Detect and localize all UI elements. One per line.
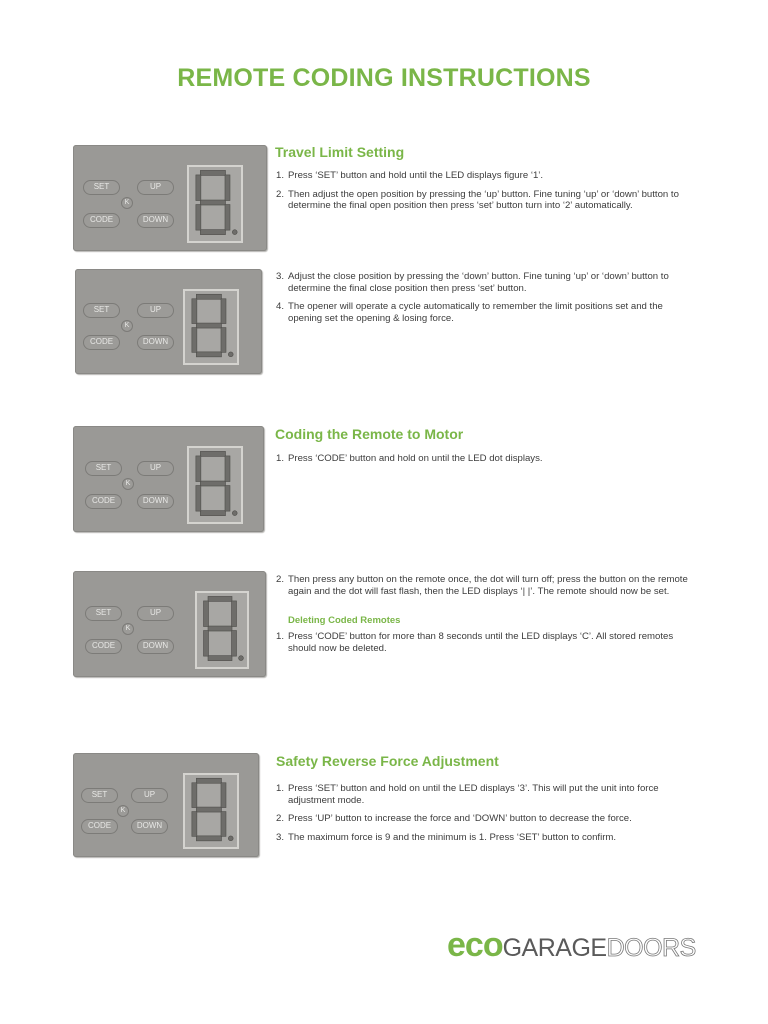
step-number: 1. bbox=[276, 783, 285, 794]
led-display bbox=[195, 591, 249, 669]
step-text: Then adjust the open position by pressing the ‘up’ button. Fine tuning ‘up’ or ‘down’ button to determine the final open position then press ‘set’ button turn into ‘2’ automatically. bbox=[288, 188, 679, 211]
led-segment bbox=[196, 486, 201, 512]
led-segment bbox=[204, 631, 209, 657]
control-panel-photo bbox=[73, 426, 264, 532]
led-segment bbox=[221, 299, 226, 324]
seven-segment-digit bbox=[189, 448, 241, 522]
led-segment bbox=[196, 323, 221, 328]
led-segment bbox=[192, 299, 197, 324]
k-indicator: K bbox=[117, 805, 129, 817]
led-segment bbox=[200, 230, 225, 235]
led-display bbox=[183, 773, 239, 849]
led-display bbox=[187, 165, 243, 243]
led-segment bbox=[200, 481, 225, 486]
led-segment bbox=[225, 175, 230, 201]
set-button: SET bbox=[85, 461, 122, 476]
led-segment bbox=[200, 451, 225, 456]
code-button: CODE bbox=[83, 335, 120, 350]
step-item bbox=[276, 631, 684, 654]
led-segment bbox=[192, 328, 197, 353]
k-indicator: K bbox=[122, 478, 134, 490]
code-button: CODE bbox=[85, 494, 122, 509]
step-number: 2. bbox=[276, 188, 285, 200]
led-segment bbox=[225, 456, 230, 482]
step-item bbox=[276, 574, 691, 597]
step-text: The opener will operate a cycle automatically to remember the limit positions set and the opening set the opening & losing force. bbox=[288, 301, 663, 324]
set-button: SET bbox=[85, 606, 122, 621]
led-dot bbox=[232, 230, 237, 235]
k-indicator: K bbox=[122, 623, 134, 635]
step-item bbox=[276, 189, 684, 212]
step-number: 1. bbox=[276, 453, 285, 464]
led-segment bbox=[221, 783, 226, 808]
up-button: UP bbox=[137, 303, 174, 318]
set-button: SET bbox=[83, 303, 120, 318]
step-text: Press ‘SET’ button and hold on until the LED displays ‘3’. This will put the unit into force adjustment mode. bbox=[288, 783, 659, 806]
step-number: 3. bbox=[276, 831, 285, 843]
step-number: 4. bbox=[276, 301, 285, 312]
led-segment bbox=[208, 656, 232, 661]
led-segment bbox=[225, 205, 230, 231]
step-text: Press ‘UP’ button to increase the force and ‘DOWN’ button to decrease the force. bbox=[288, 813, 632, 824]
led-segment bbox=[225, 486, 230, 512]
step-number: 1. bbox=[276, 631, 285, 642]
led-segment bbox=[200, 170, 225, 175]
down-button: DOWN bbox=[131, 819, 168, 834]
led-segment bbox=[208, 596, 232, 601]
k-indicator: K bbox=[121, 320, 133, 332]
led-segment bbox=[221, 812, 226, 837]
led-segment bbox=[204, 601, 209, 627]
led-segment bbox=[200, 511, 225, 516]
step-item bbox=[276, 170, 684, 182]
led-segment bbox=[221, 328, 226, 353]
led-segment bbox=[208, 626, 232, 631]
seven-segment-digit bbox=[185, 775, 237, 847]
down-button: DOWN bbox=[137, 213, 174, 228]
control-panel-photo bbox=[73, 753, 259, 857]
steps-delete-remotes bbox=[276, 631, 684, 661]
led-display bbox=[183, 289, 239, 365]
led-dot bbox=[239, 656, 244, 661]
steps-safety bbox=[276, 783, 684, 850]
step-item bbox=[276, 783, 684, 806]
step-item bbox=[276, 453, 684, 465]
section-heading-travel: Travel Limit Setting bbox=[275, 144, 405, 160]
section-heading-safety: Safety Reverse Force Adjustment bbox=[276, 753, 499, 769]
step-number: 1. bbox=[276, 170, 285, 181]
led-segment bbox=[196, 294, 221, 299]
subheading-delete-remotes: Deleting Coded Remotes bbox=[288, 615, 401, 626]
control-panel-photo bbox=[75, 269, 262, 374]
down-button: DOWN bbox=[137, 639, 174, 654]
logo-eco: eco bbox=[447, 926, 503, 964]
led-segment bbox=[196, 836, 221, 841]
step-number: 2. bbox=[276, 574, 285, 585]
led-segment bbox=[196, 352, 221, 357]
steps-coding-a bbox=[276, 453, 684, 472]
down-button: DOWN bbox=[137, 335, 174, 350]
set-button: SET bbox=[81, 788, 118, 803]
steps-travel-a bbox=[276, 170, 684, 219]
led-segment bbox=[200, 200, 225, 205]
led-dot bbox=[232, 511, 237, 516]
led-segment bbox=[192, 812, 197, 837]
control-panel-photo bbox=[73, 571, 266, 677]
page-title: REMOTE CODING INSTRUCTIONS bbox=[177, 64, 591, 92]
led-segment bbox=[232, 601, 237, 627]
step-text: The maximum force is 9 and the minimum is 1. Press ‘SET’ button to confirm. bbox=[288, 831, 617, 843]
led-segment bbox=[192, 783, 197, 808]
seven-segment-digit bbox=[189, 167, 241, 241]
step-number: 3. bbox=[276, 271, 285, 282]
section-heading-coding: Coding the Remote to Motor bbox=[275, 426, 464, 442]
logo-garage: GARAGE bbox=[502, 934, 607, 962]
up-button: UP bbox=[137, 180, 174, 195]
led-segment bbox=[196, 456, 201, 482]
ecogaragedoors-logo bbox=[447, 926, 696, 962]
led-segment bbox=[196, 807, 221, 812]
up-button: UP bbox=[131, 788, 168, 803]
control-panel-photo bbox=[73, 145, 267, 251]
code-button: CODE bbox=[83, 213, 120, 228]
steps-coding-b bbox=[276, 574, 691, 604]
step-number: 2. bbox=[276, 813, 285, 824]
step-item bbox=[276, 271, 684, 294]
step-item bbox=[276, 832, 684, 844]
led-dot bbox=[228, 836, 233, 841]
led-segment bbox=[232, 631, 237, 657]
led-display bbox=[187, 446, 243, 524]
steps-travel-b bbox=[276, 271, 684, 331]
logo-doors: DOORS bbox=[606, 934, 696, 962]
code-button: CODE bbox=[81, 819, 118, 834]
led-dot bbox=[228, 352, 233, 357]
seven-segment-digit bbox=[197, 593, 247, 667]
step-text: Then press any button on the remote once, the dot will turn off; press the button on the remote again and the dot will fast flash, then the LED displays ‘| |’. The remote should now be set. bbox=[288, 574, 688, 597]
step-item bbox=[276, 813, 684, 825]
code-button: CODE bbox=[85, 639, 122, 654]
step-text: Press ‘SET’ button and hold until the LED displays figure ‘1’. bbox=[288, 170, 544, 181]
step-text: Press ‘CODE’ button for more than 8 seconds until the LED displays ‘C’. All stored remotes should now be deleted. bbox=[288, 631, 674, 654]
step-text: Press ‘CODE’ button and hold on until the LED dot displays. bbox=[288, 453, 543, 464]
led-segment bbox=[196, 778, 221, 783]
set-button: SET bbox=[83, 180, 120, 195]
up-button: UP bbox=[137, 606, 174, 621]
step-item bbox=[276, 301, 684, 324]
led-segment bbox=[196, 205, 201, 231]
step-text: Adjust the close position by pressing the ‘down’ button. Fine tuning ‘up’ or ‘down’ button to determine the final close position then press ‘set’ button. bbox=[288, 271, 669, 294]
down-button: DOWN bbox=[137, 494, 174, 509]
k-indicator: K bbox=[121, 197, 133, 209]
led-segment bbox=[196, 175, 201, 201]
up-button: UP bbox=[137, 461, 174, 476]
seven-segment-digit bbox=[185, 291, 237, 363]
